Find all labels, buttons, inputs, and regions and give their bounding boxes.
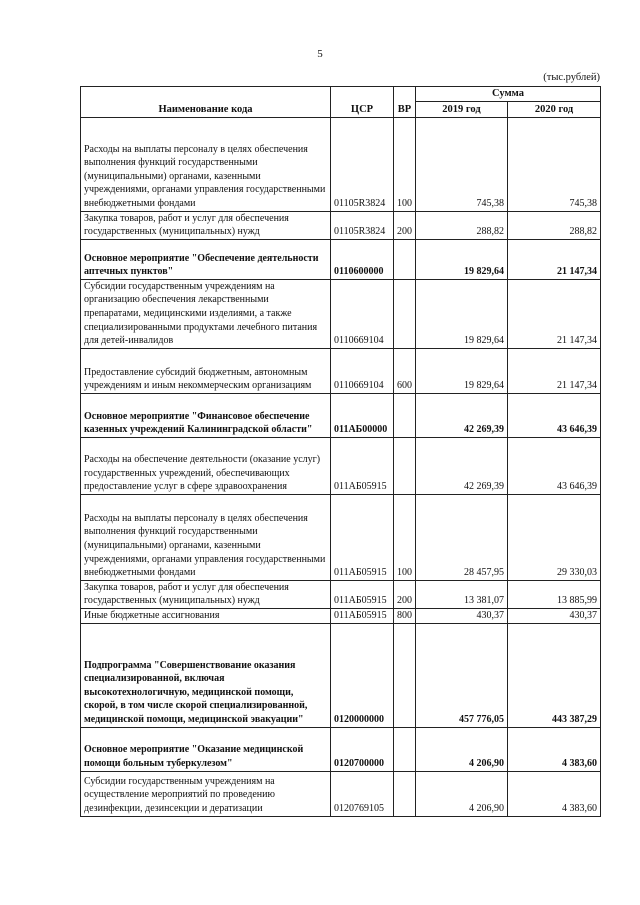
row-sum-2020: 29 330,03 — [508, 494, 601, 580]
row-csr: 011АБ00000 — [331, 393, 394, 437]
row-name: Иные бюджетные ассигнования — [81, 608, 331, 623]
row-sum-2020: 13 885,99 — [508, 580, 601, 608]
units-label: (тыс.рублей) — [543, 72, 600, 83]
budget-table — [80, 86, 601, 817]
row-vr — [394, 771, 416, 816]
table-row — [81, 117, 601, 211]
row-sum-2020: 443 387,29 — [508, 623, 601, 727]
row-vr: 800 — [394, 608, 416, 623]
row-csr: 0110600000 — [331, 239, 394, 279]
table-row — [81, 580, 601, 608]
row-vr — [394, 727, 416, 771]
row-name: Основное мероприятие "Оказание медицинской помощи больным туберкулезом" — [81, 727, 331, 771]
row-csr: 011АБ05915 — [331, 580, 394, 608]
row-vr — [394, 437, 416, 494]
row-name: Основное мероприятие "Обеспечение деятельности аптечных пунктов" — [81, 239, 331, 279]
row-csr: 0120769105 — [331, 771, 394, 816]
row-vr: 600 — [394, 348, 416, 393]
table-row — [81, 623, 601, 727]
table-row — [81, 437, 601, 494]
row-csr: 01105R3824 — [331, 117, 394, 211]
row-sum-2019: 430,37 — [416, 608, 508, 623]
row-sum-2020: 21 147,34 — [508, 348, 601, 393]
row-sum-2020: 21 147,34 — [508, 279, 601, 348]
row-name: Субсидии государственным учреждениям на организацию обеспечения лекарственными препаратами, медицинскими изделиями, а также специализированными продуктами лечебного питания для детей-инвалидов — [81, 279, 331, 348]
row-csr: 011АБ05915 — [331, 437, 394, 494]
row-vr: 100 — [394, 117, 416, 211]
row-name: Закупка товаров, работ и услуг для обеспечения государственных (муниципальных) нужд — [81, 211, 331, 239]
row-sum-2019: 745,38 — [416, 117, 508, 211]
header-vr: ВР — [394, 87, 416, 118]
row-name: Закупка товаров, работ и услуг для обеспечения государственных (муниципальных) нужд — [81, 580, 331, 608]
row-sum-2020: 4 383,60 — [508, 771, 601, 816]
table-row — [81, 608, 601, 623]
row-sum-2019: 288,82 — [416, 211, 508, 239]
row-name: Подпрограмма "Совершенствование оказания специализированной, включая высокотехнологичную, медицинской помощи, скорой, в том числе скорой специализированной, медицинской помощи, медицинской эвакуации" — [81, 623, 331, 727]
row-csr: 0110669104 — [331, 348, 394, 393]
row-csr: 011АБ05915 — [331, 608, 394, 623]
table-row — [81, 727, 601, 771]
row-sum-2020: 21 147,34 — [508, 239, 601, 279]
row-sum-2020: 4 383,60 — [508, 727, 601, 771]
row-sum-2019: 4 206,90 — [416, 771, 508, 816]
row-sum-2019: 13 381,07 — [416, 580, 508, 608]
row-sum-2019: 28 457,95 — [416, 494, 508, 580]
header-sum: Сумма — [416, 87, 601, 102]
row-sum-2020: 288,82 — [508, 211, 601, 239]
row-sum-2019: 42 269,39 — [416, 437, 508, 494]
row-csr: 0120000000 — [331, 623, 394, 727]
row-sum-2019: 4 206,90 — [416, 727, 508, 771]
row-sum-2020: 43 646,39 — [508, 393, 601, 437]
row-sum-2019: 42 269,39 — [416, 393, 508, 437]
table-row — [81, 211, 601, 239]
row-sum-2019: 19 829,64 — [416, 279, 508, 348]
header-2020: 2020 год — [508, 101, 601, 117]
row-vr — [394, 393, 416, 437]
table-row — [81, 393, 601, 437]
header-csr: ЦСР — [331, 87, 394, 118]
row-csr: 0110669104 — [331, 279, 394, 348]
table-row — [81, 771, 601, 816]
table-row — [81, 279, 601, 348]
row-sum-2020: 430,37 — [508, 608, 601, 623]
row-sum-2019: 19 829,64 — [416, 348, 508, 393]
header-name: Наименование кода — [81, 87, 331, 118]
header-2019: 2019 год — [416, 101, 508, 117]
row-csr: 011АБ05915 — [331, 494, 394, 580]
row-sum-2019: 457 776,05 — [416, 623, 508, 727]
row-vr: 100 — [394, 494, 416, 580]
row-vr — [394, 623, 416, 727]
table-row — [81, 239, 601, 279]
row-name: Основное мероприятие "Финансовое обеспечение казенных учреждений Калининградской области" — [81, 393, 331, 437]
row-sum-2019: 19 829,64 — [416, 239, 508, 279]
row-name: Расходы на обеспечение деятельности (оказание услуг) государственных учреждений, обеспечивающих предоставление услуг в сфере здравоохранения — [81, 437, 331, 494]
row-name: Расходы на выплаты персоналу в целях обеспечения выполнения функций государственными (муниципальными) органами, казенными учреждениями, органами управления государственными внебюджетными фондами — [81, 494, 331, 580]
row-vr — [394, 279, 416, 348]
row-csr: 01105R3824 — [331, 211, 394, 239]
row-name: Расходы на выплаты персоналу в целях обеспечения выполнения функций государственными (муниципальными) органами, казенными учреждениями, органами управления государственными внебюджетными фондами — [81, 117, 331, 211]
row-sum-2020: 745,38 — [508, 117, 601, 211]
table-row — [81, 494, 601, 580]
row-vr: 200 — [394, 211, 416, 239]
row-csr: 0120700000 — [331, 727, 394, 771]
row-name: Субсидии государственным учреждениям на осуществление мероприятий по проведению дезинфекции, дезинсекции и дератизации — [81, 771, 331, 816]
page-number: 5 — [317, 48, 323, 60]
row-vr: 200 — [394, 580, 416, 608]
row-vr — [394, 239, 416, 279]
row-sum-2020: 43 646,39 — [508, 437, 601, 494]
table-row — [81, 348, 601, 393]
row-name: Предоставление субсидий бюджетным, автономным учреждениям и иным некоммерческим организациям — [81, 348, 331, 393]
